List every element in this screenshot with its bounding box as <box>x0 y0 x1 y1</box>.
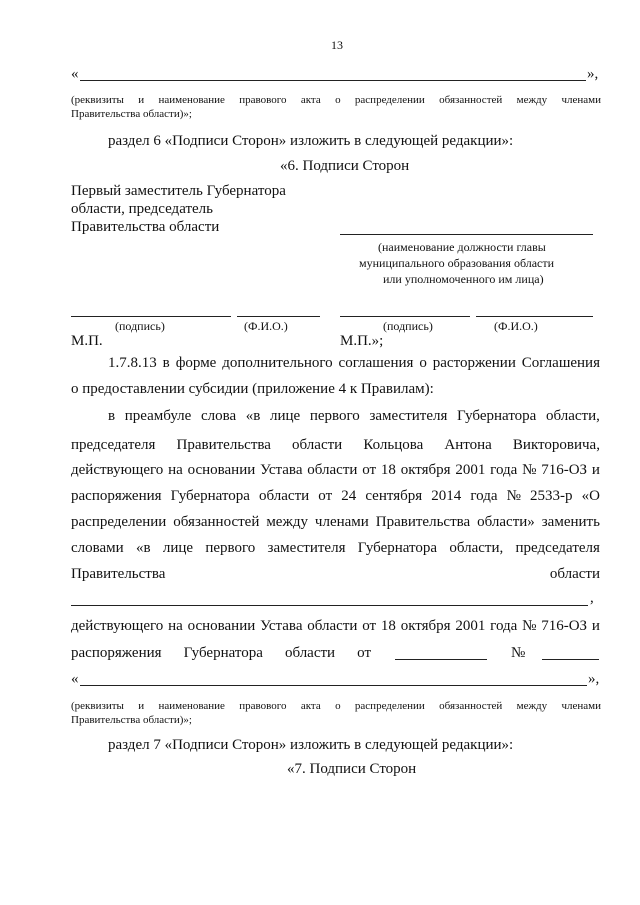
preamble-word: между <box>266 514 308 530</box>
preamble-word: области <box>292 437 343 453</box>
comma-after-blank: , <box>590 590 594 606</box>
preamble-word: на <box>168 462 183 478</box>
note-act-details-2-line-1: (реквизиты и наименование правового акта о распределении обязанностей между членами <box>71 700 601 712</box>
stamp-place-left: М.П. <box>71 333 103 349</box>
preamble-word: 716-ОЗ <box>541 462 588 478</box>
preamble-word: 2001 <box>455 462 486 478</box>
blank-line-act-details <box>80 80 586 81</box>
preamble-word: сентября <box>365 488 423 504</box>
fio-label-left: (Ф.И.О.) <box>244 319 288 333</box>
preamble-word: преамбуле <box>124 408 192 424</box>
signer-left-line-1: Первый заместитель Губернатора <box>71 183 286 199</box>
section7-instruction: раздел 7 «Подписи Сторон» изложить в следующей редакции»: <box>108 737 514 753</box>
signer-right-line-2: муниципального образования области <box>359 256 555 270</box>
para-1-7-8-13-line-2: о предоставлении субсидии (приложение 4 к Правилам): <box>71 381 434 397</box>
preamble-word: действующего <box>71 462 164 478</box>
quote-close-2: », <box>588 671 600 687</box>
preamble-word: и <box>591 462 600 478</box>
preamble-word: заменить <box>541 514 600 530</box>
preamble-word: «в <box>245 408 261 424</box>
note-act-details-2-line-2: Правительства области)»; <box>71 714 192 726</box>
signature-label-left: (подпись) <box>115 319 165 333</box>
acting-word: Устава <box>260 618 303 634</box>
acting-word: года <box>490 618 518 634</box>
order-line <box>71 645 371 662</box>
note-act-details-line-1: (реквизиты и наименование правового акта о распределении обязанностей между членами <box>71 94 601 106</box>
acting-word: и <box>591 618 600 634</box>
acting-word: 2001 <box>455 618 486 634</box>
preamble-word: Кольцова <box>363 437 424 453</box>
preamble-word: председателя <box>515 540 600 556</box>
acting-word: области <box>307 618 358 634</box>
acting-word: октября <box>400 618 451 634</box>
acting-word: действующего <box>71 618 164 634</box>
preamble-word: Антона <box>444 437 492 453</box>
preamble-word: от <box>362 462 377 478</box>
stamp-place-right: М.П.»; <box>340 333 384 349</box>
order-word: Губернатора <box>183 645 263 661</box>
preamble-line-6 <box>71 540 600 557</box>
preamble-word: «О <box>581 488 600 504</box>
signature-line-left <box>71 316 231 317</box>
preamble-word: 2533-р <box>529 488 573 504</box>
page-number: 13 <box>331 38 343 52</box>
signer-left-line-2: области, председатель <box>71 201 214 217</box>
preamble-line-3 <box>71 462 600 479</box>
section6-instruction: раздел 6 «Подписи Сторон» изложить в следующей редакции»: <box>108 133 514 149</box>
acting-word: основании <box>187 618 256 634</box>
preamble-word: Викторовича, <box>512 437 600 453</box>
preamble-line-1 <box>108 408 600 425</box>
preamble-word: от <box>318 488 333 504</box>
acting-word: 18 <box>380 618 396 634</box>
signer-right-line-3: или уполномоченного им лица) <box>383 272 544 286</box>
section6-heading: «6. Подписи Сторон <box>280 158 410 174</box>
preamble-word: основании <box>187 462 256 478</box>
preamble-word: 18 <box>380 462 396 478</box>
acting-word: 716-ОЗ <box>541 618 588 634</box>
preamble-word: Губернатора <box>457 408 537 424</box>
preamble-word: Губернатора <box>170 488 250 504</box>
preamble-word: области <box>259 488 310 504</box>
para-1-7-8-13-line-1: 1.7.8.13 в форме дополнительного соглашения о расторжении Соглашения <box>108 355 600 371</box>
preamble-word: обязанностей <box>173 514 260 530</box>
preamble-word: Губернатора <box>357 540 438 556</box>
fio-label-right: (Ф.И.О.) <box>494 319 538 333</box>
preamble-word: в <box>108 408 116 424</box>
preamble-word: области» <box>477 514 535 530</box>
acting-word: № <box>522 618 537 634</box>
preamble-line-4 <box>71 488 600 505</box>
preamble-word: членами <box>314 514 369 530</box>
preamble-word: председателя <box>71 437 156 453</box>
order-word: от <box>357 645 371 661</box>
blank-order-date <box>395 659 487 660</box>
blank-line-act-details-2 <box>80 685 587 686</box>
preamble-word: № <box>506 488 521 504</box>
signature-line-right <box>340 316 470 317</box>
acting-word: от <box>362 618 377 634</box>
preamble-word: лице <box>162 540 194 556</box>
preamble-word: Устава <box>260 462 303 478</box>
note-act-details-line-2: Правительства области)»; <box>71 108 192 120</box>
preamble-word: распоряжения <box>71 488 162 504</box>
acting-word: на <box>168 618 183 634</box>
preamble-word: первого <box>205 540 256 556</box>
preamble-word: области <box>307 462 358 478</box>
order-word: распоряжения <box>71 645 162 661</box>
preamble-word: заместителя <box>267 540 346 556</box>
preamble-word: распределении <box>71 514 167 530</box>
preamble-word: области <box>549 566 600 582</box>
preamble-word: лице <box>270 408 301 424</box>
order-word: области <box>284 645 336 661</box>
preamble-word: № <box>522 462 537 478</box>
signer-right-line-1: (наименование должности главы <box>378 240 546 254</box>
preamble-word: 2014 <box>431 488 462 504</box>
preamble-word: октября <box>400 462 451 478</box>
position-title-line <box>340 234 593 235</box>
preamble-line-2 <box>71 437 600 454</box>
preamble-line-5 <box>71 514 600 531</box>
signer-left-line-3: Правительства области <box>71 219 220 235</box>
preamble-word: года <box>490 462 518 478</box>
preamble-word: Правительства <box>71 566 166 582</box>
preamble-word: Правительства <box>375 514 471 530</box>
blank-line-chair-name <box>71 605 588 606</box>
blank-order-number <box>542 659 599 660</box>
preamble-word: словами <box>71 540 124 556</box>
acting-basis-line <box>71 618 600 635</box>
preamble-word: слова <box>200 408 237 424</box>
section7-heading: «7. Подписи Сторон <box>287 761 417 777</box>
fio-line-left <box>237 316 320 317</box>
preamble-word: 24 <box>341 488 357 504</box>
preamble-word: первого <box>309 408 360 424</box>
number-sign: № <box>511 645 526 661</box>
preamble-word: области, <box>449 540 504 556</box>
quote-close: », <box>587 66 599 82</box>
preamble-word: Правительства <box>176 437 271 453</box>
preamble-word: года <box>470 488 498 504</box>
quote-open: « <box>71 66 79 82</box>
quote-open-2: « <box>71 671 79 687</box>
fio-line-right <box>476 316 593 317</box>
signature-label-right: (подпись) <box>383 319 433 333</box>
preamble-word: области, <box>545 408 600 424</box>
preamble-word: заместителя <box>369 408 448 424</box>
preamble-line-7 <box>71 566 600 583</box>
preamble-word: «в <box>135 540 151 556</box>
